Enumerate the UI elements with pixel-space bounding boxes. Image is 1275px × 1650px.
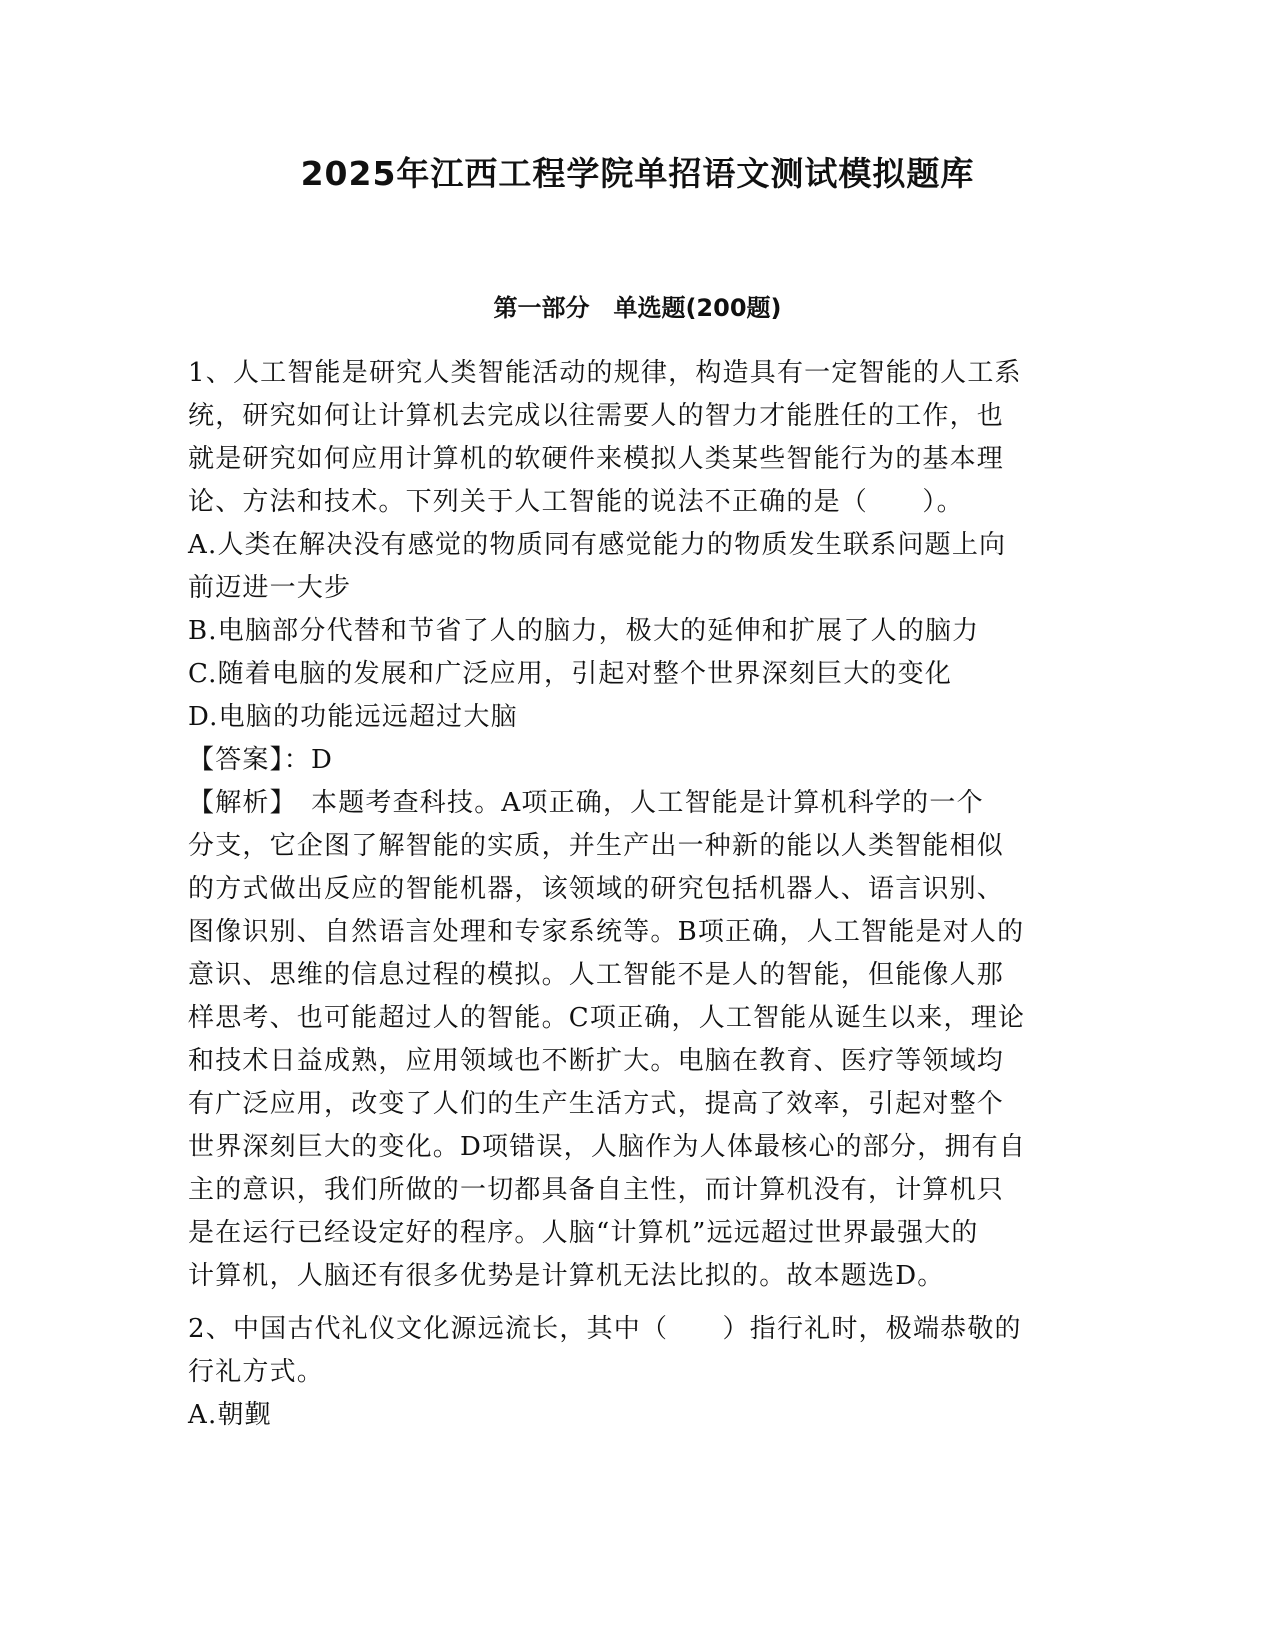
question-text-line: 论、方法和技术。下列关于人工智能的说法不正确的是（ ）。: [188, 487, 964, 517]
analysis-line: 分支，它企图了解智能的实质，并生产出一种新的能以人类智能相似: [188, 831, 1005, 861]
analysis-line: 世界深刻巨大的变化。D项错误，人脑作为人体最核心的部分，拥有自: [188, 1132, 1027, 1162]
section-title: 第一部分 单选题(200题): [493, 294, 782, 322]
analysis-block: [188, 782, 1088, 1298]
analysis-line: 主的意识，我们所做的一切都具备自主性，而计算机没有，计算机只: [188, 1175, 1005, 1205]
question-spacer: [188, 1298, 1088, 1308]
question-list: [188, 352, 1088, 1437]
question-2-stem: [188, 1308, 1088, 1394]
question-1-stem: [188, 352, 1088, 524]
answer-line: 【答案】：D: [188, 745, 334, 775]
option-a-continued: 前迈进一大步: [188, 573, 352, 603]
question-2-options: [188, 1394, 1088, 1437]
analysis-line: 样思考、也可能超过人的智能。C项正确，人工智能从诞生以来，理论: [188, 1003, 1026, 1033]
analysis-line: 有广泛应用，改变了人们的生产生活方式，提高了效率，引起对整个: [188, 1089, 1005, 1119]
question-1: [188, 352, 1088, 1298]
analysis-line: 的方式做出反应的智能机器，该领域的研究包括机器人、语言识别、: [188, 874, 1005, 904]
option-b: B.电脑部分代替和节省了人的脑力，极大的延伸和扩展了人的脑力: [188, 616, 980, 646]
question-1-options: [188, 524, 1088, 739]
option-d: D.电脑的功能远远超过大脑: [188, 702, 518, 732]
option-a: A.人类在解决没有感觉的物质同有感觉能力的物质发生联系问题上向: [188, 530, 1007, 560]
analysis-line: 计算机，人脑还有很多优势是计算机无法比拟的。故本题选D。: [188, 1261, 945, 1291]
option-c: C.随着电脑的发展和广泛应用，引起对整个世界深刻巨大的变化: [188, 659, 953, 689]
question-text-line: 2、中国古代礼仪文化源远流长，其中（ ）指行礼时，极端恭敬的: [188, 1314, 1022, 1344]
question-2: [188, 1308, 1088, 1437]
analysis-line: 【解析】 本题考查科技。A项正确，人工智能是计算机科学的一个: [188, 788, 984, 818]
analysis-line: 和技术日益成熟，应用领域也不断扩大。电脑在教育、医疗等领域均: [188, 1046, 1005, 1076]
option-a: A.朝觐: [188, 1400, 272, 1430]
question-text-line: 1、人工智能是研究人类智能活动的规律，构造具有一定智能的人工系: [188, 358, 1022, 388]
analysis-line: 意识、思维的信息过程的模拟。人工智能不是人的智能，但能像人那: [188, 960, 1005, 990]
question-text-line: 行礼方式。: [188, 1357, 325, 1387]
document-title: 2025年江西工程学院单招语文测试模拟题库: [300, 154, 975, 193]
analysis-line: 图像识别、自然语言处理和专家系统等。B项正确，人工智能是对人的: [188, 917, 1025, 947]
question-text-line: 就是研究如何应用计算机的软硬件来模拟人类某些智能行为的基本理: [188, 444, 1005, 474]
question-text-line: 统，研究如何让计算机去完成以往需要人的智力才能胜任的工作，也: [188, 401, 1005, 431]
analysis-line: 是在运行已经设定好的程序。人脑“计算机”远远超过世界最强大的: [188, 1218, 979, 1248]
